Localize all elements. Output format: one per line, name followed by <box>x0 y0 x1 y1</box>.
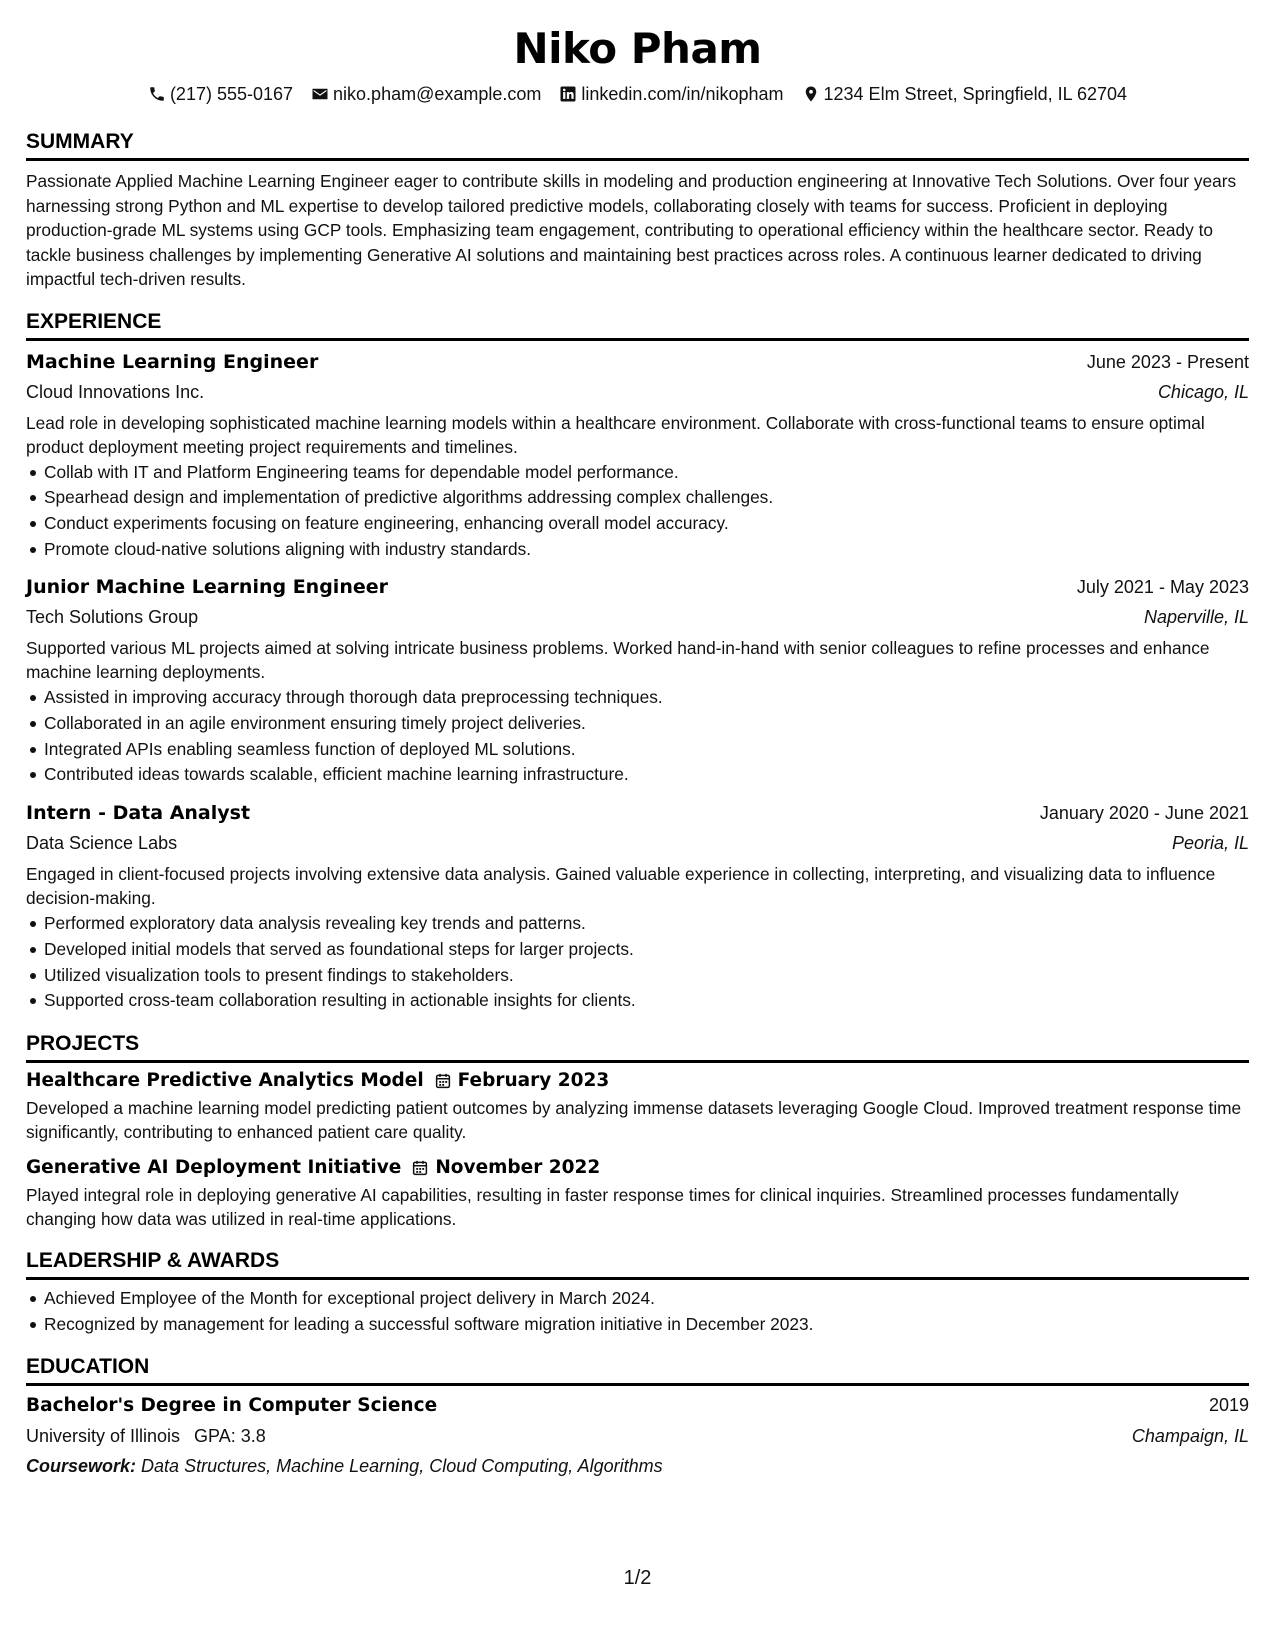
list-item: Collaborated in an agile environment ensuring timely project deliveries. <box>26 711 1249 737</box>
leadership-section <box>26 1249 1249 1337</box>
job-title: Junior Machine Learning Engineer <box>26 576 388 599</box>
degree-title: Bachelor's Degree in Computer Science <box>26 1395 438 1417</box>
phone-icon <box>148 85 166 103</box>
project-entry <box>26 1067 1249 1144</box>
email-text: niko.pham@example.com <box>333 84 542 104</box>
contact-email[interactable] <box>311 82 541 106</box>
section-title: EXPERIENCE <box>26 310 1249 341</box>
job-date: July 2021 - May 2023 <box>1076 577 1249 598</box>
job-bullets <box>26 911 1249 1014</box>
project-entry <box>26 1154 1249 1231</box>
summary-text: Passionate Applied Machine Learning Engineer eager to contribute skills in modeling and production engineering at Innovative Tech Solutions. Over four years harnessing strong Python and ML expertise to develop tailored predictive models, collaborating closely with teams for success. Proficient in deploying production-grade ML systems using GCP tools. Emphasizing team engagement, contributing to operational efficiency within the healthcare sector. Ready to tackle business challenges by implementing Generative AI solutions and maintaining best practices across roles. A continuous learner dedicated to driving impactful tech-driven results. <box>26 171 1237 289</box>
graduation-year: 2019 <box>1208 1395 1249 1416</box>
job-description: Engaged in client-focused projects involving extensive data analysis. Gained valuable experience in collecting, interpreting, and visualizing data to influence decision-making. <box>26 864 1216 909</box>
linkedin-icon <box>559 85 577 103</box>
section-title: SUMMARY <box>26 130 1249 161</box>
job-date: June 2023 - Present <box>1086 351 1249 372</box>
section-title: LEADERSHIP & AWARDS <box>26 1249 1249 1280</box>
job-entry <box>26 572 1249 788</box>
gpa: GPA: 3.8 <box>194 1426 266 1447</box>
summary-section <box>26 130 1249 292</box>
project-title: Healthcare Predictive Analytics Model <box>26 1069 424 1091</box>
school-name: University of Illinois <box>26 1426 181 1447</box>
list-item: Assisted in improving accuracy through thorough data preprocessing techniques. <box>26 685 1249 711</box>
list-item: Spearhead design and implementation of predictive algorithms addressing complex challenges. <box>26 485 1249 511</box>
list-item: Performed exploratory data analysis revealing key trends and patterns. <box>26 911 1249 937</box>
project-description: Played integral role in deploying generative AI capabilities, resulting in faster response times for clinical inquiries. Streamlined processes fundamentally changing how data was utilized in real-time applications. <box>26 1184 1179 1229</box>
job-company: Cloud Innovations Inc. <box>26 381 205 402</box>
list-item: Conduct experiments focusing on feature engineering, enhancing overall model accuracy. <box>26 511 1249 537</box>
page-number: 1/2 <box>623 1567 652 1589</box>
calendar-icon <box>434 1072 452 1090</box>
calendar-icon <box>411 1159 429 1177</box>
job-location: Peoria, IL <box>1171 833 1249 854</box>
contact-linkedin[interactable] <box>559 82 783 106</box>
section-title: EDUCATION <box>26 1355 1249 1386</box>
education-section <box>26 1355 1249 1481</box>
coursework-list: Data Structures, Machine Learning, Cloud Computing, Algorithms <box>141 1456 663 1477</box>
phone-text: (217) 555-0167 <box>169 84 294 104</box>
job-date: January 2020 - June 2021 <box>1039 803 1249 824</box>
coursework <box>26 1451 1249 1481</box>
job-description: Supported various ML projects aimed at solving intricate business problems. Worked hand-in-hand with senior colleagues to refine processes and enhance machine learning deployments. <box>26 638 1210 683</box>
project-title: Generative AI Deployment Initiative <box>26 1156 402 1178</box>
list-item: Supported cross-team collaboration resulting in actionable insights for clients. <box>26 988 1249 1014</box>
coursework-label: Coursework: <box>26 1456 137 1477</box>
job-description: Lead role in developing sophisticated machine learning models within a healthcare environment. Collaborate with cross-functional teams to ensure optimal product deployment meeting project requirements and timelines. <box>26 412 1205 457</box>
linkedin-text: linkedin.com/in/nikopham <box>581 84 784 104</box>
job-entry <box>26 798 1249 1014</box>
list-item: Integrated APIs enabling seamless function of deployed ML solutions. <box>26 737 1249 763</box>
job-title: Intern - Data Analyst <box>26 802 251 825</box>
contact-bar <box>26 82 1249 106</box>
envelope-icon <box>311 85 329 103</box>
job-entry <box>26 347 1249 563</box>
list-item: Developed initial models that served as foundational steps for larger projects. <box>26 937 1249 963</box>
list-item: Achieved Employee of the Month for exceptional project delivery in March 2024. <box>26 1286 1249 1312</box>
section-title: PROJECTS <box>26 1032 1249 1063</box>
job-location: Chicago, IL <box>1157 381 1249 402</box>
award-bullets <box>26 1286 1249 1337</box>
address-text: 1234 Elm Street, Springfield, IL 62704 <box>823 84 1128 104</box>
map-pin-icon <box>802 85 820 103</box>
job-location: Naperville, IL <box>1143 607 1249 628</box>
job-bullets <box>26 685 1249 788</box>
projects-section <box>26 1032 1249 1231</box>
list-item: Utilized visualization tools to present findings to stakeholders. <box>26 963 1249 989</box>
contact-phone[interactable] <box>148 82 293 106</box>
list-item: Recognized by management for leading a successful software migration initiative in December 2023. <box>26 1312 1249 1338</box>
project-description: Developed a machine learning model predicting patient outcomes by analyzing immense datasets leveraging Google Cloud. Improved treatment response time significantly, contributing to enhanced patient care quality. <box>26 1097 1242 1142</box>
list-item: Promote cloud-native solutions aligning with industry standards. <box>26 537 1249 563</box>
list-item: Contributed ideas towards scalable, efficient machine learning infrastructure. <box>26 762 1249 788</box>
project-date: February 2023 <box>457 1069 610 1091</box>
job-company: Data Science Labs <box>26 833 178 854</box>
list-item: Collab with IT and Platform Engineering teams for dependable model performance. <box>26 460 1249 486</box>
job-company: Tech Solutions Group <box>26 607 199 628</box>
candidate-name: Niko Pham <box>513 24 762 73</box>
contact-address <box>802 82 1128 106</box>
job-title: Machine Learning Engineer <box>26 350 319 373</box>
experience-section <box>26 310 1249 1014</box>
job-bullets <box>26 460 1249 563</box>
school-location: Champaign, IL <box>1131 1426 1249 1447</box>
project-date: November 2022 <box>435 1156 601 1178</box>
